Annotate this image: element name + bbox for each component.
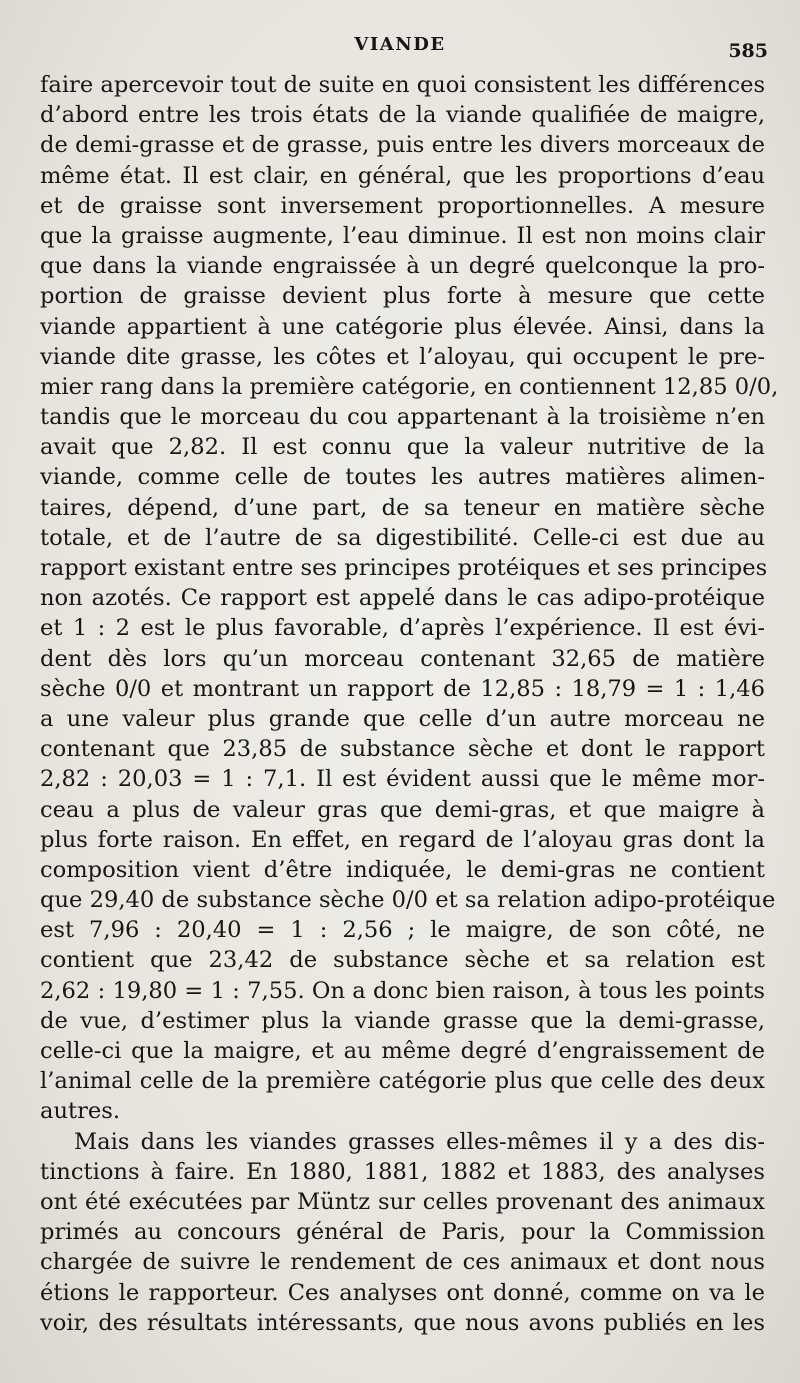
running-head: VIANDE [354, 34, 446, 55]
text-line: que la graisse augmente, l’eau diminue. Il est non moins clair [40, 222, 765, 249]
text-line: viande dite grasse, les côtes et l’aloyau, qui occupent le pre- [40, 343, 765, 370]
text-line: et de graisse sont inversement proportionnelles. A mesure [40, 192, 765, 219]
page-number: 585 [728, 40, 768, 62]
text-line: tinctions à faire. En 1880, 1881, 1882 et 1883, des analyses [40, 1158, 765, 1185]
text-line: est 7,96 : 20,40 = 1 : 2,56 ; le maigre, de son côté, ne [40, 917, 765, 944]
text-line: même état. Il est clair, en général, que les proportions d’eau [40, 162, 765, 189]
text-line: non azotés. Ce rapport est appelé dans le cas adipo-protéique [40, 585, 765, 612]
text-line: tandis que le morceau du cou appartenant à la troisième n’en [40, 404, 765, 431]
text-line: étions le rapporteur. Ces analyses ont donné, comme on va le [40, 1279, 765, 1306]
text-line: l’animal celle de la première catégorie plus que celle des deux [40, 1068, 765, 1095]
text-line: et 1 : 2 est le plus favorable, d’après l’expérience. Il est évi- [40, 615, 765, 642]
text-line: 2,62 : 19,80 = 1 : 7,55. On a donc bien raison, à tous les points [40, 977, 765, 1004]
text-line: ont été exécutées par Müntz sur celles provenant des animaux [40, 1188, 765, 1215]
text-line: a une valeur plus grande que celle d’un autre morceau ne [40, 705, 765, 732]
text-line: que 29,40 de substance sèche 0/0 et sa relation adipo-protéique [40, 887, 776, 914]
text-line: Mais dans les viandes grasses elles-mêmes il y a des dis- [74, 1128, 765, 1155]
text-line: sèche 0/0 et montrant un rapport de 12,85 : 18,79 = 1 : 1,46 [40, 675, 765, 702]
text-line: 2,82 : 20,03 = 1 : 7,1. Il est évident aussi que le même mor- [40, 766, 765, 793]
text-line: faire apercevoir tout de suite en quoi consistent les différences [40, 72, 766, 98]
text-line: primés au concours général de Paris, pour la Commission [40, 1219, 765, 1246]
text-line: chargée de suivre le rendement de ces animaux et dont nous [40, 1249, 765, 1276]
text-line: dent dès lors qu’un morceau contenant 32,65 de matière [40, 645, 765, 672]
text-line: plus forte raison. En effet, en regard de l’aloyau gras dont la [40, 826, 765, 853]
text-line: viande appartient à une catégorie plus élevée. Ainsi, dans la [40, 313, 765, 340]
text-line: mier rang dans la première catégorie, en contiennent 12,85 0/0, [40, 373, 779, 400]
text-line: celle-ci que la maigre, et au même degré d’engraissement de [40, 1038, 765, 1064]
text-line: de vue, d’estimer plus la viande grasse que la demi-grasse, [40, 1007, 765, 1034]
text-line: autres. [40, 1098, 121, 1125]
text-line: composition vient d’être indiquée, le demi-gras ne contient [40, 856, 765, 883]
text-line: avait que 2,82. Il est connu que la valeur nutritive de la [40, 434, 765, 461]
text-line: contenant que 23,85 de substance sèche et dont le rapport [40, 736, 765, 763]
text-line: portion de graisse devient plus forte à mesure que cette [40, 283, 765, 310]
text-line: voir, des résultats intéressants, que nous avons publiés en les [40, 1309, 765, 1336]
text-line: de demi-grasse et de grasse, puis entre les divers morceaux de [40, 132, 765, 159]
paragraph-1 [40, 70, 779, 1127]
text-line: ceau a plus de valeur gras que demi-gras, et que maigre à [40, 796, 765, 823]
text-line: viande, comme celle de toutes les autres matières alimen- [40, 464, 765, 491]
text-line: taires, dépend, d’une part, de sa teneur en matière sèche [40, 494, 765, 521]
text-line: que dans la viande engraissée à un degré quelconque la pro- [40, 253, 765, 280]
text-line: rapport existant entre ses principes protéiques et ses principes [40, 555, 768, 581]
paragraph-2 [40, 1127, 765, 1338]
text-line: contient que 23,42 de substance sèche et sa relation est [40, 947, 765, 974]
body-text [40, 70, 779, 1338]
text-line: totale, et de l’autre de sa digestibilité. Celle-ci est due au [40, 524, 765, 551]
text-line: d’abord entre les trois états de la viande qualifiée de maigre, [40, 102, 765, 129]
